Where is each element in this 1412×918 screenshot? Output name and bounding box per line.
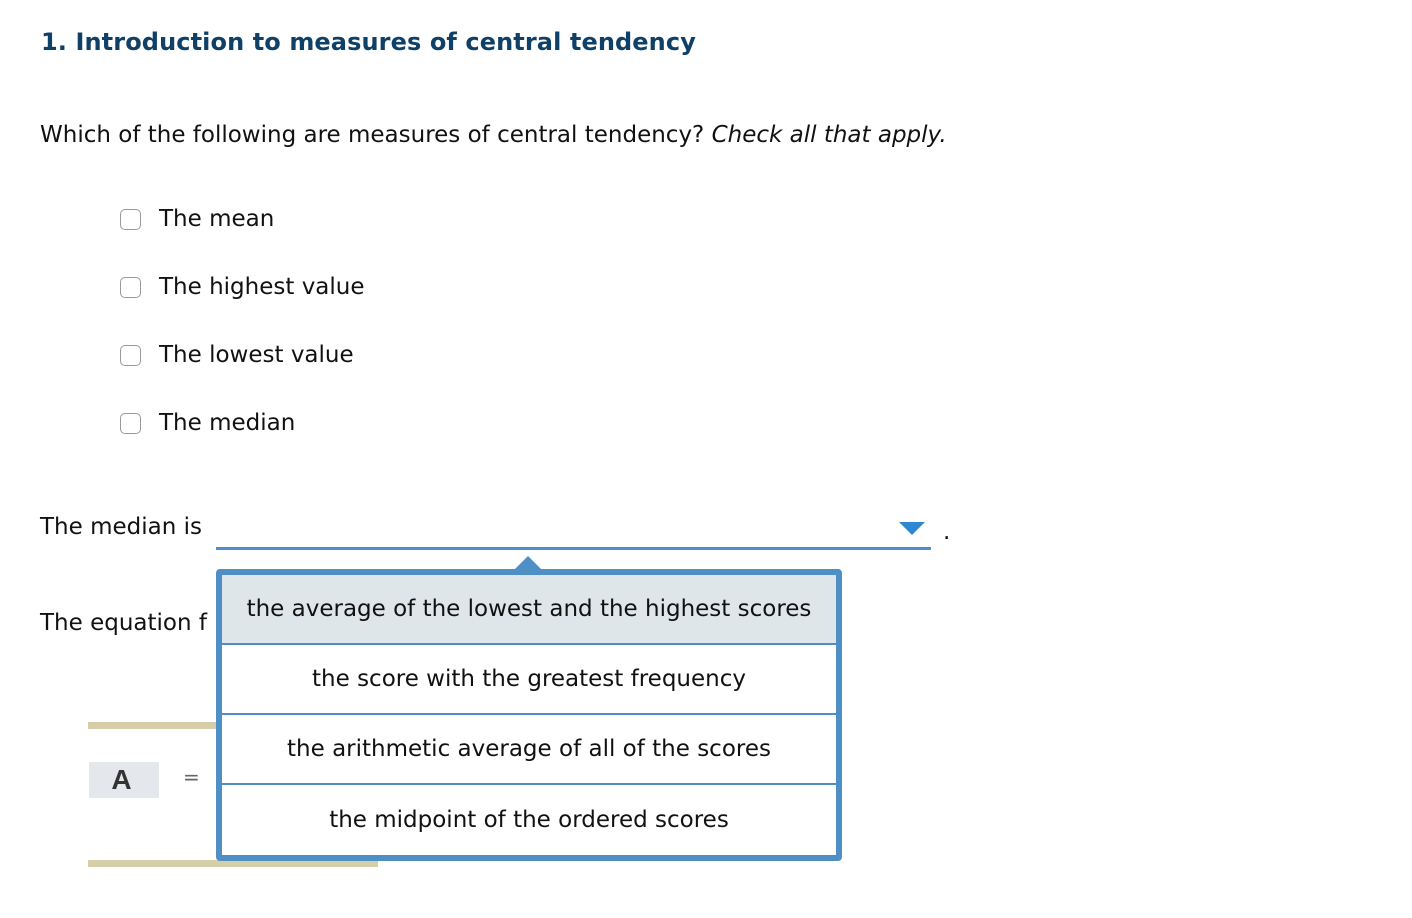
median-select[interactable] xyxy=(216,515,931,550)
choice-highest-value[interactable] xyxy=(120,272,365,302)
equation-sentence: The equation f xyxy=(40,610,207,636)
dropdown-option[interactable]: the midpoint of the ordered scores xyxy=(329,807,729,833)
question-title: 1. Introduction to measures of central tendency xyxy=(41,28,696,56)
dropdown-option[interactable]: the arithmetic average of all of the scores xyxy=(222,715,836,785)
question-instruction: Check all that apply. xyxy=(711,122,947,148)
dropdown-arrow-icon[interactable] xyxy=(899,522,925,535)
choice-mean[interactable] xyxy=(120,204,274,234)
checkbox-median[interactable] xyxy=(120,413,141,434)
choice-label: The highest value xyxy=(159,274,365,300)
dropdown-option[interactable]: the average of the lowest and the highest scores xyxy=(222,575,836,645)
equation-bar-bottom xyxy=(88,860,378,867)
dropdown-menu xyxy=(216,569,842,861)
equation-variable: A xyxy=(89,762,159,798)
dropdown-option[interactable]: the score with the greatest frequency xyxy=(222,645,836,715)
median-sentence-prefix: The median is xyxy=(40,514,202,540)
checkbox-highest-value[interactable] xyxy=(120,277,141,298)
choice-label: The median xyxy=(159,410,296,436)
checkbox-mean[interactable] xyxy=(120,209,141,230)
choice-label: The lowest value xyxy=(159,342,354,368)
dropdown-pointer xyxy=(514,556,542,570)
question-text: Which of the following are measures of central tendency? xyxy=(40,122,705,148)
equals-sign: = xyxy=(183,765,200,789)
median-sentence-suffix: . xyxy=(943,519,951,545)
choice-lowest-value[interactable] xyxy=(120,340,354,370)
checkbox-lowest-value[interactable] xyxy=(120,345,141,366)
choice-label: The mean xyxy=(159,206,275,232)
question-prompt xyxy=(40,122,947,148)
choice-median[interactable] xyxy=(120,408,295,438)
